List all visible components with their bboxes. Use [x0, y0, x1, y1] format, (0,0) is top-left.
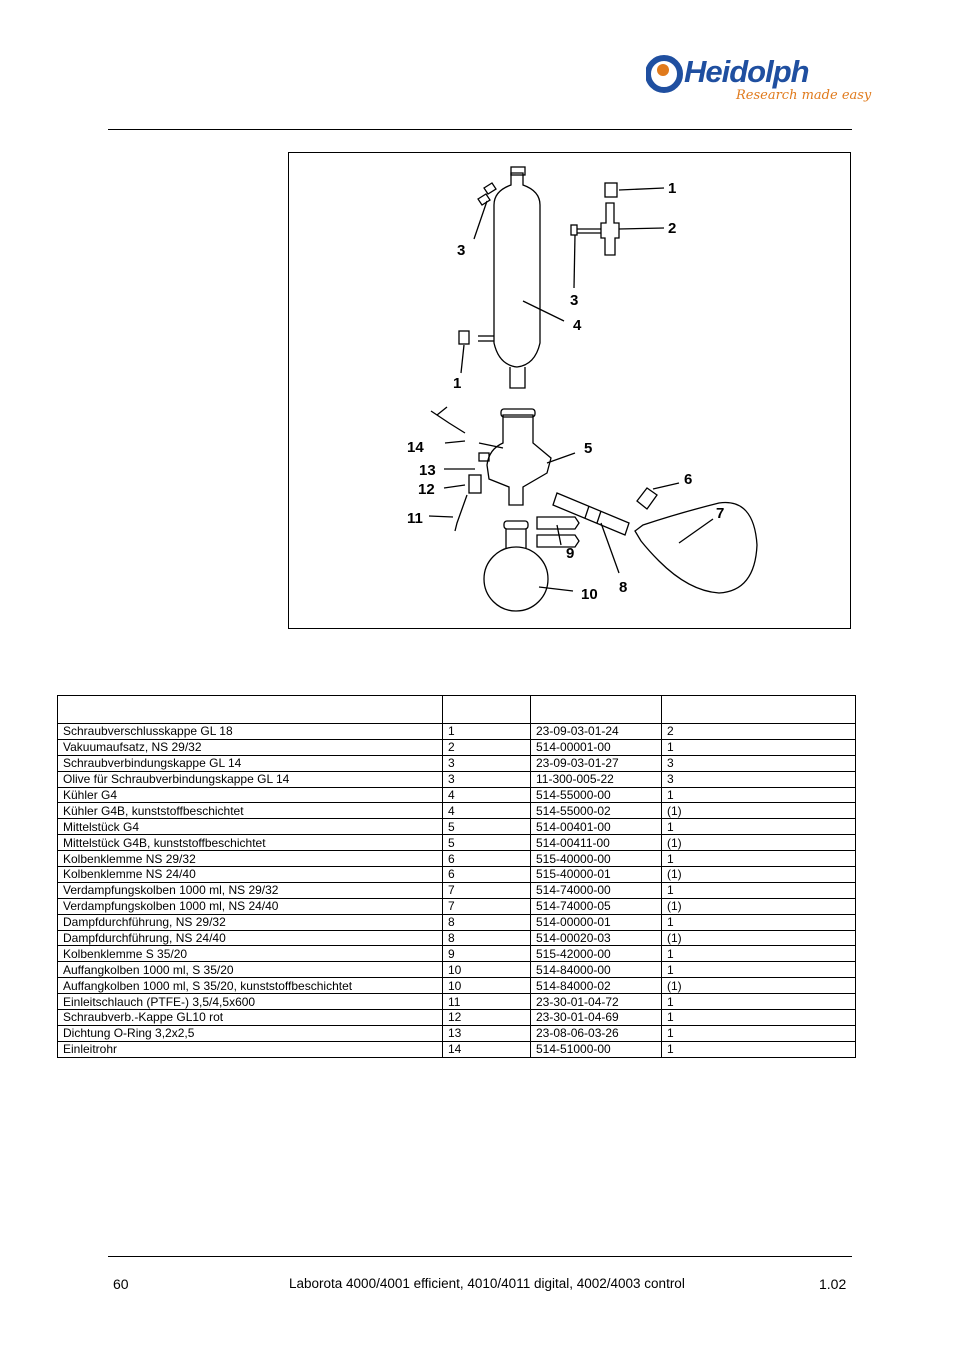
cell-quantity: 1 — [662, 787, 856, 803]
cell-order-number: 514-74000-00 — [531, 882, 662, 898]
cell-quantity: 3 — [662, 771, 856, 787]
table-row — [58, 930, 856, 946]
cell-quantity: (1) — [662, 867, 856, 883]
cell-description: Schraubverschlusskappe GL 18 — [58, 724, 443, 740]
footer-divider — [108, 1256, 852, 1257]
callout-3-right: 3 — [570, 292, 579, 309]
middle-piece-drawing — [487, 415, 551, 505]
table-row — [58, 978, 856, 994]
logo-tagline: Research made easy — [736, 88, 872, 103]
cell-position: 4 — [443, 803, 531, 819]
document-version: 1.02 — [819, 1276, 847, 1292]
callout-12: 12 — [418, 481, 435, 498]
cell-order-number: 514-51000-00 — [531, 1041, 662, 1057]
cell-quantity: 1 — [662, 962, 856, 978]
header-divider — [108, 129, 852, 130]
table-row — [58, 819, 856, 835]
callout-7: 7 — [716, 505, 725, 522]
cell-quantity: 2 — [662, 724, 856, 740]
table-body — [58, 724, 856, 1058]
cell-description: Dampfdurchführung, NS 24/40 — [58, 930, 443, 946]
screw-cap-1-drawing — [459, 331, 469, 344]
cell-description: Kolbenklemme NS 29/32 — [58, 851, 443, 867]
cell-description: Vakuumaufsatz, NS 29/32 — [58, 739, 443, 755]
callout-11: 11 — [407, 510, 423, 527]
page-number: 60 — [113, 1276, 129, 1292]
cell-quantity: 1 — [662, 851, 856, 867]
callout-1-top: 1 — [668, 180, 677, 197]
cell-description: Auffangkolben 1000 ml, S 35/20 — [58, 962, 443, 978]
table-row — [58, 898, 856, 914]
cell-position: 5 — [443, 819, 531, 835]
cell-description: Kühler G4 — [58, 787, 443, 803]
evaporating-flask-drawing — [635, 503, 757, 593]
cell-position: 13 — [443, 1025, 531, 1041]
table-row — [58, 946, 856, 962]
table-row — [58, 851, 856, 867]
cell-order-number: 514-55000-02 — [531, 803, 662, 819]
cell-description: Olive für Schraubverbindungskappe GL 14 — [58, 771, 443, 787]
cell-order-number: 514-00000-01 — [531, 914, 662, 930]
header-quantity — [662, 696, 856, 724]
cell-position: 2 — [443, 739, 531, 755]
cell-position: 8 — [443, 930, 531, 946]
cell-position: 8 — [443, 914, 531, 930]
spare-parts-table — [57, 695, 856, 1058]
table-row — [58, 867, 856, 883]
cell-quantity: 3 — [662, 755, 856, 771]
cell-quantity: 1 — [662, 819, 856, 835]
callout-9: 9 — [566, 545, 575, 562]
cell-order-number: 514-74000-05 — [531, 898, 662, 914]
table-row — [58, 1010, 856, 1026]
inlet-tube-drawing — [431, 411, 465, 433]
table-row — [58, 882, 856, 898]
cell-quantity: 1 — [662, 739, 856, 755]
cell-quantity: 1 — [662, 882, 856, 898]
header-order-number — [531, 696, 662, 724]
cell-description: Mittelstück G4 — [58, 819, 443, 835]
cell-position: 3 — [443, 755, 531, 771]
cell-description: Einleitschlauch (PTFE-) 3,5/4,5x600 — [58, 994, 443, 1010]
cell-position: 14 — [443, 1041, 531, 1057]
callout-5: 5 — [584, 440, 593, 457]
table-row — [58, 724, 856, 740]
cell-order-number: 514-84000-00 — [531, 962, 662, 978]
cell-order-number: 514-00401-00 — [531, 819, 662, 835]
glassware-drawing — [289, 153, 852, 630]
document-title: Laborota 4000/4001 efficient, 4010/4011 digital, 4002/4003 control — [289, 1276, 685, 1291]
cell-position: 7 — [443, 882, 531, 898]
callout-6: 6 — [684, 471, 693, 488]
vacuum-adapter-drawing — [601, 203, 619, 255]
cell-description: Schraubverb.-Kappe GL10 rot — [58, 1010, 443, 1026]
cell-order-number: 514-00020-03 — [531, 930, 662, 946]
cell-description: Schraubverbindungskappe GL 14 — [58, 755, 443, 771]
cell-position: 7 — [443, 898, 531, 914]
cell-quantity: 1 — [662, 914, 856, 930]
cell-quantity: (1) — [662, 803, 856, 819]
cell-order-number: 515-40000-00 — [531, 851, 662, 867]
cell-order-number: 23-30-01-04-69 — [531, 1010, 662, 1026]
callout-13: 13 — [419, 462, 436, 479]
cell-description: Verdampfungskolben 1000 ml, NS 29/32 — [58, 882, 443, 898]
cell-order-number: 11-300-005-22 — [531, 771, 662, 787]
table-row — [58, 835, 856, 851]
screw-cap-top-drawing — [605, 183, 617, 197]
cell-order-number: 23-08-06-03-26 — [531, 1025, 662, 1041]
cell-position: 12 — [443, 1010, 531, 1026]
table-row — [58, 755, 856, 771]
cell-description: Kolbenklemme S 35/20 — [58, 946, 443, 962]
cell-order-number: 514-55000-00 — [531, 787, 662, 803]
cell-quantity: 1 — [662, 1041, 856, 1057]
cell-description: Kolbenklemme NS 24/40 — [58, 867, 443, 883]
header-position — [443, 696, 531, 724]
cell-quantity: 1 — [662, 946, 856, 962]
callout-4: 4 — [573, 317, 582, 334]
cell-description: Dampfdurchführung, NS 29/32 — [58, 914, 443, 930]
cell-order-number: 23-09-03-01-24 — [531, 724, 662, 740]
cell-position: 3 — [443, 771, 531, 787]
condenser-drawing — [494, 173, 540, 367]
olive-drawing — [484, 183, 496, 194]
gl10-cap-drawing — [469, 475, 481, 493]
cell-position: 4 — [443, 787, 531, 803]
cell-position: 6 — [443, 851, 531, 867]
cell-quantity: (1) — [662, 978, 856, 994]
ptfe-hose-drawing — [455, 495, 467, 531]
cell-quantity: (1) — [662, 930, 856, 946]
header-description — [58, 696, 443, 724]
table-row — [58, 914, 856, 930]
cell-quantity: (1) — [662, 898, 856, 914]
logo-mark-icon — [646, 54, 686, 94]
exploded-view-diagram — [288, 152, 851, 629]
cell-order-number: 23-09-03-01-27 — [531, 755, 662, 771]
cell-description: Kühler G4B, kunststoffbeschichtet — [58, 803, 443, 819]
cell-quantity: 1 — [662, 994, 856, 1010]
cell-order-number: 514-00411-00 — [531, 835, 662, 851]
table-row — [58, 1041, 856, 1057]
cell-position: 1 — [443, 724, 531, 740]
table-row — [58, 771, 856, 787]
cell-order-number: 514-84000-02 — [531, 978, 662, 994]
heidolph-logo — [640, 50, 872, 114]
callout-10: 10 — [581, 586, 598, 603]
cell-order-number: 23-30-01-04-72 — [531, 994, 662, 1010]
table-header-row — [58, 696, 856, 724]
logo-name: Heidolph — [684, 54, 809, 89]
flask-clamp-drawing — [637, 488, 657, 509]
table-row — [58, 1025, 856, 1041]
callout-1-left: 1 — [453, 375, 462, 392]
cell-quantity: 1 — [662, 1010, 856, 1026]
callout-8: 8 — [619, 579, 628, 596]
cell-order-number: 515-42000-00 — [531, 946, 662, 962]
cell-position: 6 — [443, 867, 531, 883]
cell-order-number: 515-40000-01 — [531, 867, 662, 883]
table-row — [58, 739, 856, 755]
table-row — [58, 803, 856, 819]
cell-description: Dichtung O-Ring 3,2x2,5 — [58, 1025, 443, 1041]
callout-14: 14 — [407, 439, 424, 456]
receiving-flask-drawing — [484, 547, 548, 611]
cell-description: Mittelstück G4B, kunststoffbeschichtet — [58, 835, 443, 851]
cell-description: Verdampfungskolben 1000 ml, NS 24/40 — [58, 898, 443, 914]
cell-quantity: 1 — [662, 1025, 856, 1041]
cell-position: 11 — [443, 994, 531, 1010]
cell-position: 10 — [443, 978, 531, 994]
cell-position: 10 — [443, 962, 531, 978]
cell-description: Auffangkolben 1000 ml, S 35/20, kunststoffbeschichtet — [58, 978, 443, 994]
table-row — [58, 994, 856, 1010]
cell-position: 9 — [443, 946, 531, 962]
cell-order-number: 514-00001-00 — [531, 739, 662, 755]
table-row — [58, 962, 856, 978]
callout-3-left: 3 — [457, 242, 466, 259]
table-row — [58, 787, 856, 803]
cell-position: 5 — [443, 835, 531, 851]
callout-2: 2 — [668, 220, 677, 237]
cell-description: Einleitrohr — [58, 1041, 443, 1057]
cell-quantity: (1) — [662, 835, 856, 851]
